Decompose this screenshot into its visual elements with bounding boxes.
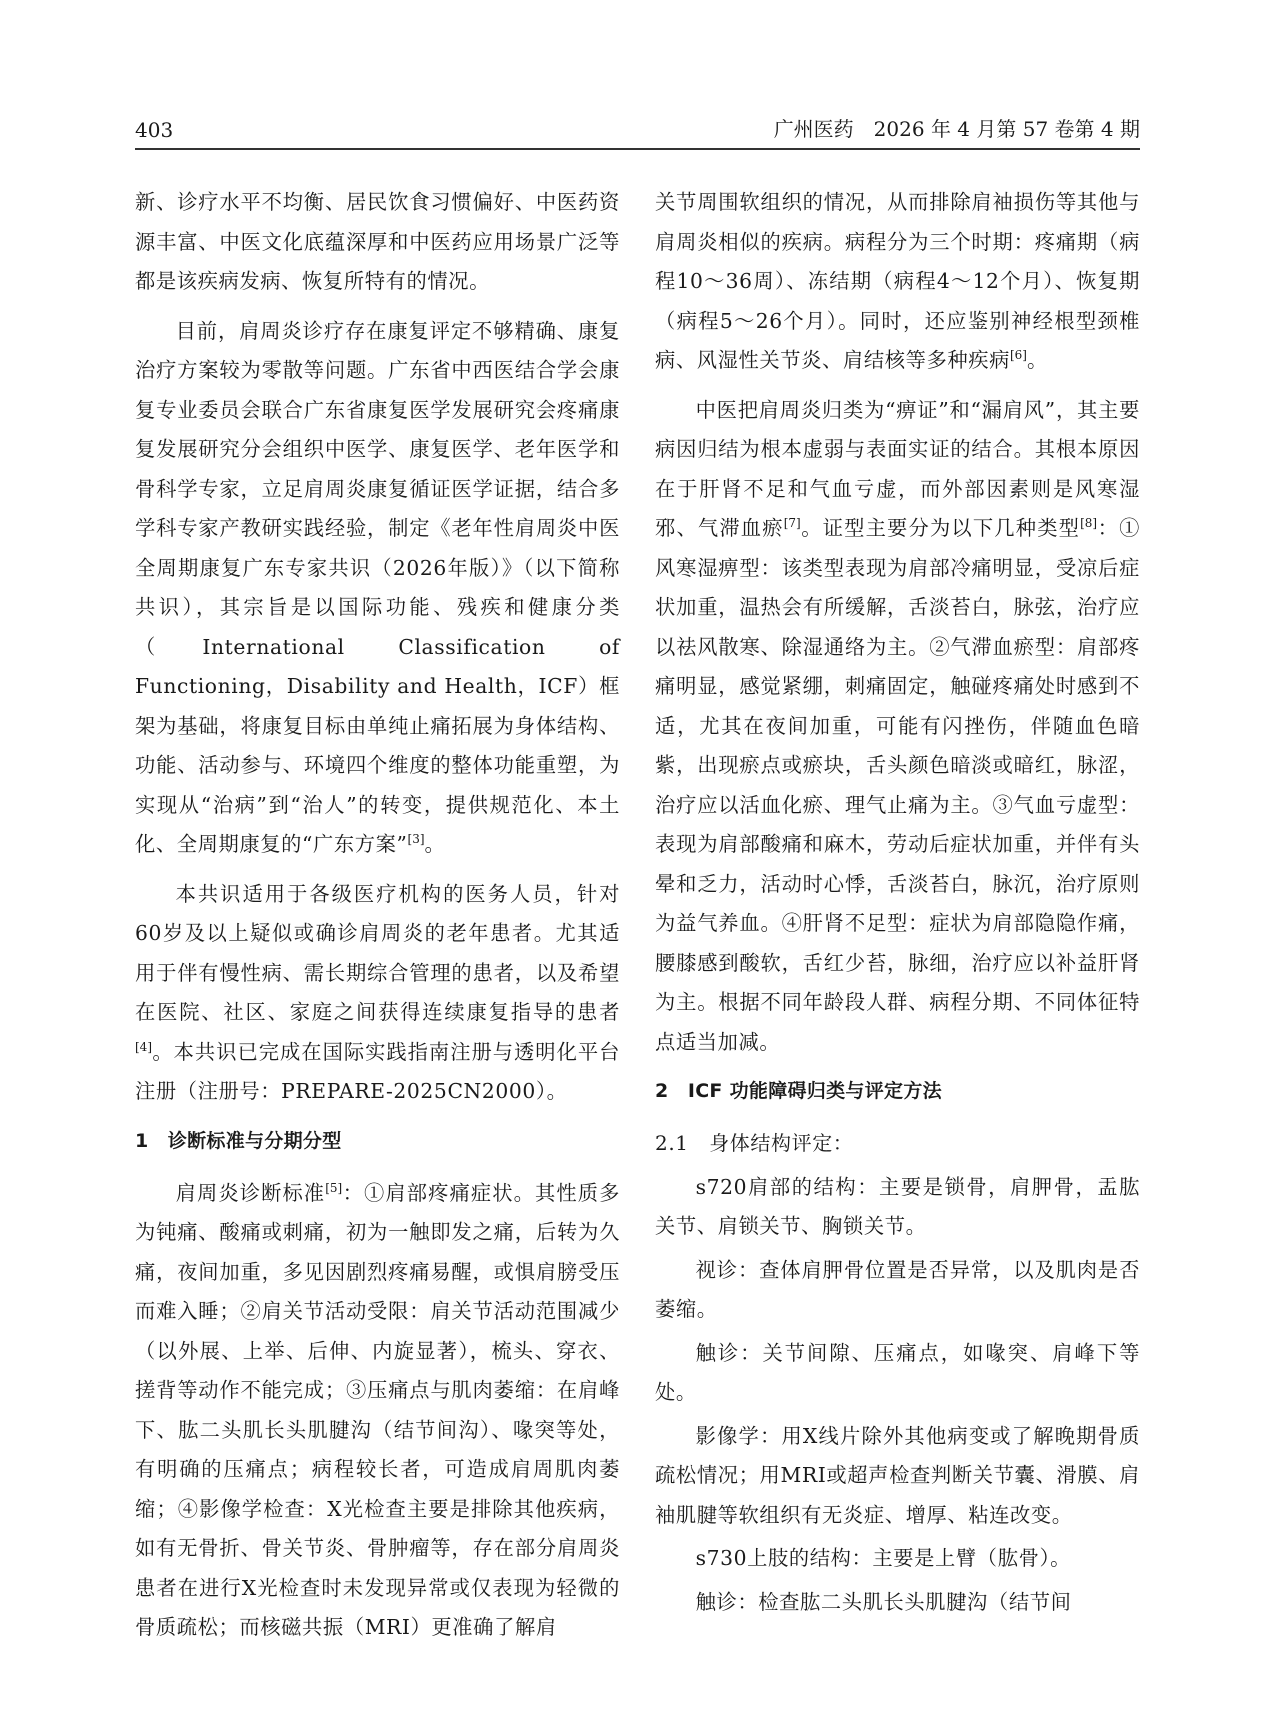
- paragraph: [655, 391, 1140, 1063]
- citation: [5]: [325, 1180, 343, 1195]
- paragraph-text: 中医把肩周炎归类为“痹证”和“漏肩风”，其主要病因归结为根本虚弱与表面实证的结合。其根本原因在于肝肾不足和气血亏虚，而外部因素则是风寒湿邪、气滞血瘀: [655, 397, 1140, 540]
- paragraph-text: 肩周炎诊断标准: [175, 1180, 326, 1205]
- section-heading: 2 ICF 功能障碍归类与评定方法: [655, 1080, 942, 1102]
- paragraph: [135, 875, 620, 1112]
- paragraph-text: 本共识适用于各级医疗机构的医务人员，针对60岁及以上疑似或确诊肩周炎的老年患者。尤其适用于伴有慢性病、需长期综合管理的患者，以及希望在医院、社区、家庭之间获得连续康复指导的患者: [135, 881, 620, 1024]
- paragraph: [655, 183, 1140, 381]
- section-heading: 1 诊断标准与分期分型: [135, 1129, 342, 1152]
- paragraph-text: ：①肩部疼痛症状。其性质多为钝痛、酸痛或刺痛，初为一触即发之痛，后转为久痛，夜间加重，多见因剧烈疼痛易醒，或惧肩膀受压而难入睡；②肩关节活动受限：肩关节活动范围减少（以外展、上举、后伸、内旋显著），梳头、穿衣、搓背等动作不能完成；③压痛点与肌肉萎缩：在肩峰下、肱二头肌长头肌腱沟（结节间沟）、喙突等处，有明确的压痛点；病程较长者，可造成肩周肌肉萎缩；④影像学检查：X光检查主要是排除其他疾病，如有无骨折、骨关节炎、骨肿瘤等，存在部分肩周炎患者在进行X光检查时未发现异常或仅表现为轻微的骨质疏松；而核磁共振（MRI）更准确了解肩: [135, 1180, 620, 1639]
- paragraph: s730上肢的结构：主要是上臂（肱骨）。: [695, 1546, 1072, 1570]
- paragraph: 新、诊疗水平不均衡、居民饮食习惯偏好、中医药资源丰富、中医文化底蕴深厚和中医药应用场景广泛等都是该疾病发病、恢复所特有的情况。: [135, 190, 620, 293]
- citation: [7]: [783, 516, 801, 530]
- paragraph: 影像学：用X线片除外其他病变或了解晚期骨质疏松情况；用MRI或超声检查判断关节囊、滑膜、肩袖肌腱等软组织有无炎症、增厚、粘连改变。: [655, 1423, 1140, 1527]
- page-header: [135, 116, 1140, 150]
- paragraph-text: 。本共识已完成在国际实践指南注册与透明化平台注册（注册号：PREPARE-2025CN2000）。: [135, 1039, 620, 1103]
- paragraph-text: 关节周围软组织的情况，从而排除肩袖损伤等其他与肩周炎相似的疾病。病程分为三个时期：疼痛期（病程10～36周）、冻结期（病程4～12个月）、恢复期（病程5～26个月）。同时，还应鉴别神经根型颈椎病、风湿性关节炎、肩结核等多种疾病: [655, 190, 1140, 372]
- paragraph: 触诊：检查肱二头肌长头肌腱沟（结节间: [695, 1589, 1072, 1614]
- journal-info: 广州医药 2026 年 4 月第 57 卷第 4 期: [773, 117, 1140, 141]
- paragraph-text: 。: [1026, 348, 1048, 372]
- paragraph: 触诊：关节间隙、压痛点，如喙突、肩峰下等处。: [655, 1340, 1140, 1404]
- subsection-heading: 2.1 身体结构评定：: [655, 1131, 854, 1155]
- citation: [3]: [407, 832, 425, 846]
- paragraph: s720肩部的结构：主要是锁骨，肩胛骨，盂肱关节、肩锁关节、胸锁关节。: [655, 1174, 1140, 1238]
- paragraph: 视诊：查体肩胛骨位置是否异常，以及肌肉是否萎缩。: [655, 1257, 1140, 1321]
- paragraph-text: 。证型主要分为以下几种类型: [800, 516, 1081, 540]
- paragraph: [135, 1174, 620, 1648]
- paragraph: [135, 312, 620, 865]
- citation: [8]: [1080, 516, 1098, 530]
- citation: [4]: [135, 1039, 152, 1054]
- right-column: [655, 183, 1140, 1626]
- left-column: [135, 183, 620, 1658]
- page-number: 403: [135, 118, 174, 142]
- citation: [6]: [1009, 348, 1027, 362]
- paragraph-text: 目前，肩周炎诊疗存在康复评定不够精确、康复治疗方案较为零散等问题。广东省中西医结合学会康复专业委员会联合广东省康复医学发展研究会疼痛康复发展研究分会组织中医学、康复医学、老年医学和骨科学专家，立足肩周炎康复循证医学证据，结合多学科专家产教研实践经验，制定《老年性肩周炎中医全周期康复广东专家共识（2026年版）》（以下简称共识），其宗旨是以国际功能、残疾和健康分类（International Classification of Functioning，Disability and Health，ICF）框架为基础，将康复目标由单纯止痛拓展为身体结构、功能、活动参与、环境四个维度的整体功能重塑，为实现从“治病”到“治人”的转变，提供规范化、本土化、全周期康复的“广东方案”: [135, 318, 620, 856]
- paragraph-text: 。: [424, 832, 446, 856]
- paragraph-text: ：①风寒湿痹型：该类型表现为肩部冷痛明显，受凉后症状加重，温热会有所缓解，舌淡苔白，脉弦，治疗应以祛风散寒、除湿通络为主。②气滞血瘀型：肩部疼痛明显，感觉紧绷，刺痛固定，触碰疼痛处时感到不适，尤其在夜间加重，可能有闪挫伤，伴随血色暗紫，出现瘀点或瘀块，舌头颜色暗淡或暗红，脉涩，治疗应以活血化瘀、理气止痛为主。③气血亏虚型：表现为肩部酸痛和麻木，劳动后症状加重，并伴有头晕和乏力，活动时心悸，舌淡苔白，脉沉，治疗原则为益气养血。④肝肾不足型：症状为肩部隐隐作痛，腰膝感到酸软，舌红少苔，脉细，治疗应以补益肝肾为主。根据不同年龄段人群、病程分期、不同体征特点适当加减。: [655, 516, 1141, 1054]
